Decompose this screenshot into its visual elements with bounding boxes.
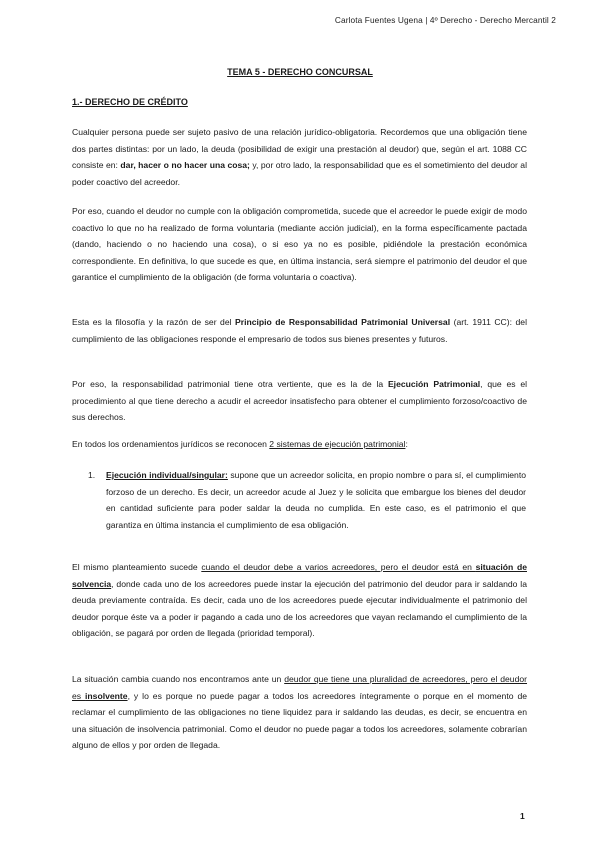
paragraph-6-text-a: El mismo planteamiento sucede: [72, 562, 202, 572]
paragraph-1-bold: dar, hacer o no hacer una cosa;: [120, 160, 250, 171]
list-item-text: supone que un acreedor solicita, en propio nombre o para sí, el cumplimiento forzoso de un derecho. Es decir, un acreedor acude al Juez y le solicita que embargue los bienes del deudor en cantidad suficiente para poder saldar la deuda no cumplida. En este caso, es el patrimonio el que garantiza en última instancia el cumplimiento de esa obligación.: [106, 470, 526, 530]
paragraph-6-underline-bold: situación de solvencia: [72, 562, 527, 589]
paragraph-7-underline-bold: insolvente: [85, 690, 128, 701]
paragraph-3-text-b: (art. 1911 CC): del cumplimiento de las obligaciones responde el empresario de todos sus bienes presentes y futuros.: [72, 317, 527, 344]
paragraph-5-text-a: En todos los ordenamientos jurídicos se reconocen: [72, 439, 270, 449]
paragraph-1-text-b: y, por otro lado, la responsabilidad que es el sometimiento del deudor al poder coactivo del acreedor.: [72, 160, 527, 187]
section-heading: 1.- DERECHO DE CRÉDITO: [72, 97, 188, 107]
paragraph-4-bold: Ejecución Patrimonial: [387, 379, 481, 389]
list-item-number: 1.: [88, 470, 96, 480]
paragraph-4: [72, 376, 527, 426]
paragraph-7-text-b: , y lo es porque no puede pagar a todos los acreedores íntegramente o porque en el momento de reclamar el cumplimiento de las obligaciones no tiene liquidez para ir saldando las deudas, es decir, se encuentra en una situación de insolvencia patrimonial. Como el deudor no puede pagar a todos los acreedores, solamente cobrarían alguno de ellos y por orden de llegada.: [72, 690, 528, 751]
paragraph-5-text-b: :: [405, 439, 408, 449]
list-item-bold: Ejecución individual/singular:: [106, 470, 228, 480]
paragraph-4-text-a: Por eso, la responsabilidad patrimonial tiene otra vertiente, que es la de la: [72, 379, 388, 389]
paragraph-7: [72, 671, 527, 754]
paragraph-4-text-b: , que es el procedimiento al que tiene derecho a acudir el acreedor insatisfecho para obtener el cumplimiento forzoso/coactivo de sus derechos.: [72, 379, 528, 423]
paragraph-1-text-a: Cualquier persona puede ser sujeto pasivo de una relación jurídico-obligatoria. Recordemos que una obligación tiene dos partes distintas: por un lado, la deuda (posibilidad de exigir una prestación al deudor) que, según el art. 1088 CC consiste en:: [72, 127, 527, 171]
document-title: TEMA 5 - DERECHO CONCURSAL: [227, 67, 373, 77]
paragraph-3: [72, 314, 527, 347]
paragraph-5-underline: 2 sistemas de ejecución patrimonial: [269, 439, 406, 449]
paragraph-3-bold: Principio de Responsabilidad Patrimonial Universal: [235, 317, 451, 327]
paragraph-3-text-a: Esta es la filosofía y la razón de ser del: [72, 317, 236, 327]
paragraph-7-text-a: La situación cambia cuando nos encontramos ante un: [72, 674, 285, 684]
paragraph-7-underline: deudor que tiene una pluralidad de acreedores, pero el deudor es: [72, 674, 528, 701]
page-header: Carlota Fuentes Ugena | 4º Derecho - Derecho Mercantil 2: [334, 15, 556, 25]
paragraph-6-underline: cuando el deudor debe a varios acreedores, pero el deudor está en: [201, 562, 476, 572]
page-number: 1: [520, 811, 525, 821]
paragraph-1: [72, 124, 527, 190]
list-item: [106, 467, 526, 533]
paragraph-2: Por eso, cuando el deudor no cumple con la obligación comprometida, sucede que el acreedor le puede exigir de modo coactivo lo que no ha realizado de forma voluntaria (mediante acción judicial), en la forma específicamente pactada (dando, haciendo o no haciendo una cosa), o si eso ya no es posible, pidiéndole la prestación económica correspondiente. En definitiva, lo que sucede es que, en última instancia, será siempre el patrimonio del deudor el que garantice el cumplimiento de la obligación (de forma voluntaria o coactiva).: [72, 206, 527, 283]
paragraph-5: [72, 436, 527, 453]
paragraph-6-text-b: , donde cada uno de los acreedores puede instar la ejecución del patrimonio del deudor para ir saldando la deuda previamente contraída. Es decir, cada uno de los acreedores puede ejecutar individualmente el patrimonio del deudor porque éste va a poder ir pagando a cada uno de los acreedores que vayan reclamando el cumplimiento de la obligación, se pagará por orden de llegada (prioridad temporal).: [72, 578, 527, 639]
paragraph-6: [72, 559, 527, 642]
